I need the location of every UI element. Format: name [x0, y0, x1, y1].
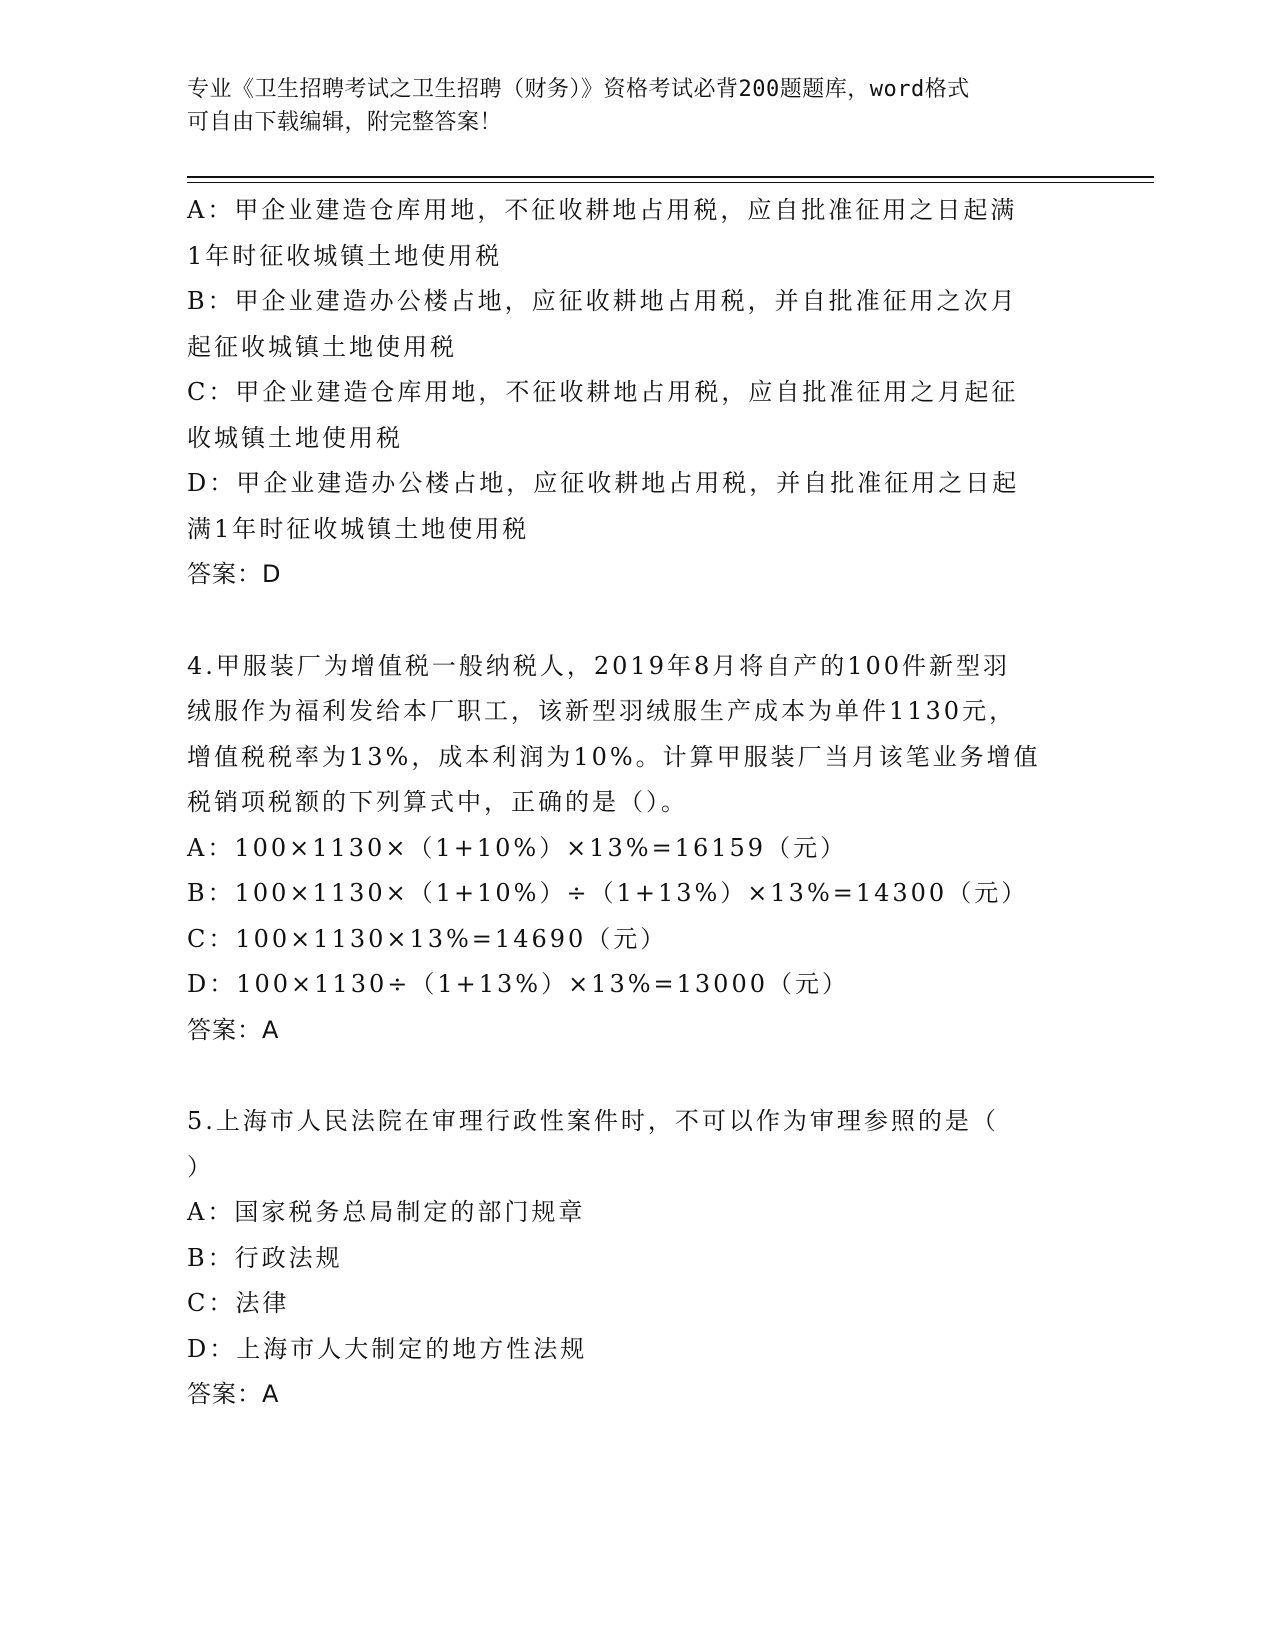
q4-stem-line-3: 增值税税率为13%，成本利润为10%。计算甲服装厂当月该笔业务增值: [187, 742, 1041, 771]
question-spacer: [187, 598, 1067, 644]
q5-answer: 答案：A: [187, 1380, 280, 1408]
header-divider-thin: [187, 182, 1154, 183]
q5-stem-line-1: 5.上海市人民法院在审理行政性案件时，不可以作为审理参照的是（: [187, 1107, 999, 1135]
q3-option-d-line-1: D：甲企业建造办公楼占地，应征收耕地占用税，并自批准征用之日起: [187, 469, 1020, 497]
q5-stem-line-2: ）: [187, 1152, 214, 1181]
question-5: [187, 1099, 1067, 1418]
question-content: [187, 188, 1067, 1418]
q3-option-a-line-1: A：甲企业建造仓库用地，不征收耕地占用税，应自批准征用之日起满: [187, 196, 1018, 224]
q5-option-a: A：国家税务总局制定的部门规章: [187, 1198, 586, 1226]
q4-option-c: C：100×1130×13%=14690（元）: [187, 924, 668, 953]
q3-answer: 答案：D: [187, 560, 282, 588]
question-spacer: [187, 1053, 1067, 1099]
header-title-line-1: 专业《卫生招聘考试之卫生招聘（财务）》资格考试必背200题题库，word格式: [187, 77, 970, 102]
q5-option-d: D：上海市人大制定的地方性法规: [187, 1334, 588, 1363]
q4-option-a: A：100×1130×（1+10%）×13%=16159（元）: [187, 833, 848, 862]
q4-option-b: B：100×1130×（1+10%）÷（1+13%）×13%=14300（元）: [187, 879, 1029, 907]
q3-option-c-line-2: 收城镇土地使用税: [187, 423, 403, 452]
question-4: [187, 644, 1067, 1054]
header-title-line-2: 可自由下载编辑，附完整答案！: [187, 110, 503, 135]
q4-option-d: D：100×1130÷（1+13%）×13%=13000（元）: [187, 970, 849, 998]
q4-answer: 答案：A: [187, 1015, 280, 1044]
q3-option-d-line-2: 满1年时征收城镇土地使用税: [187, 514, 530, 543]
q5-option-c: C：法律: [187, 1289, 290, 1317]
header-divider-thick: [187, 176, 1154, 178]
document-header: [187, 73, 1067, 139]
q3-option-b-line-1: B：甲企业建造办公楼占地，应征收耕地占用税，并自批准征用之次月: [187, 287, 1018, 315]
q4-stem-line-1: 4.甲服装厂为增值税一般纳税人，2019年8月将自产的100件新型羽: [187, 651, 1011, 680]
q3-option-b-line-2: 起征收城镇土地使用税: [187, 332, 457, 361]
q5-option-b: B：行政法规: [187, 1243, 343, 1272]
q4-stem-line-4: 税销项税额的下列算式中，正确的是（）。: [187, 788, 688, 816]
q3-option-a-line-2: 1年时征收城镇土地使用税: [187, 241, 503, 270]
q3-option-c-line-1: C：甲企业建造仓库用地，不征收耕地占用税，应自批准征用之月起征: [187, 378, 1019, 406]
q4-stem-line-2: 绒服作为福利发给本厂职工，该新型羽绒服生产成本为单件1130元，: [187, 697, 1017, 725]
question-3: [187, 188, 1067, 598]
